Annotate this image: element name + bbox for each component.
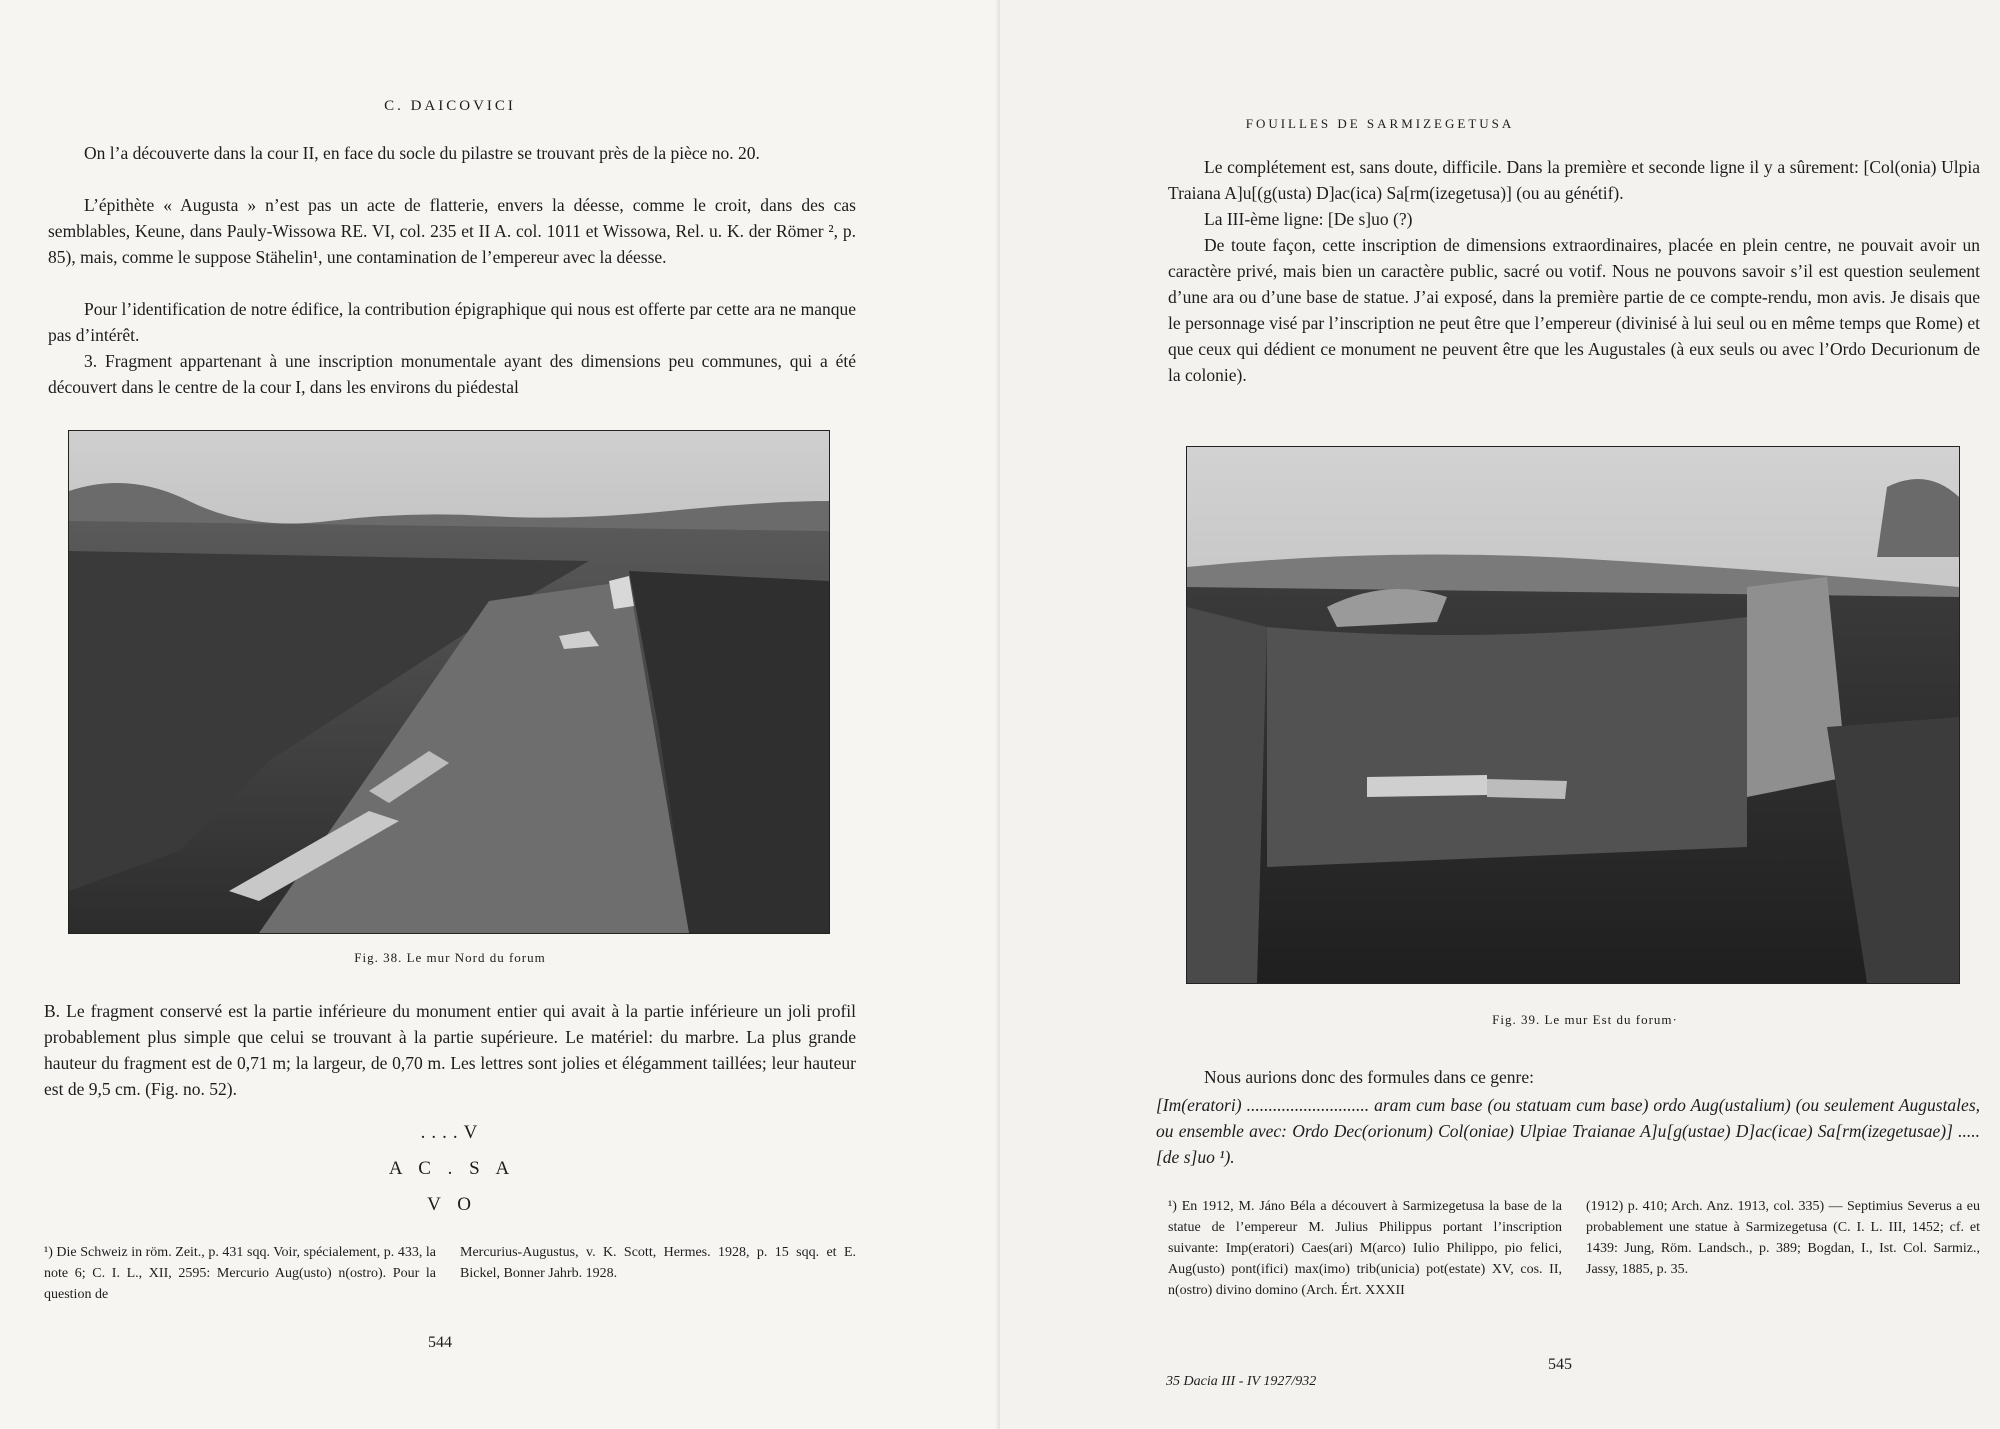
paragraph-1: On l’a découverte dans la cour II, en face du socle du pilastre se trouvant près de la pièce no. 20. bbox=[84, 143, 760, 163]
footnote-right-col1: ¹) En 1912, M. Jáno Béla a découvert à Sarmizegetusa la base de la statue de l’empereur M. Julius Philippus portant l’inscription suivante: Imp(eratori) Caes(ari) M(arco) Iulio Philippo, pio felici, Aug(usto) pont(ifici) max(imo) trib(unicia) pot(estate) XV, cos. II, n(ostro) divino domino (Arch. Ért. XXXII bbox=[1168, 1199, 1562, 1298]
paragraph-b: B. Le fragment conservé est la partie inférieure du monument entier qui avait à la partie inférieure un joli profil probablement plus simple que celui se trouvant à la partie supérieure. Le matériel: du marbre. La plus grande hauteur du fragment est de 0,71 m; la largeur, de 0,70 m. Les lettres sont jolies et élégamment taillées; leur hauteur est de 9,5 cm. (Fig. no. 52). bbox=[44, 1001, 856, 1099]
paragraph-r3: De toute façon, cette inscription de dimensions extraordinaires, placée en plein centre, ne pouvait avoir un caractère privé, mais bien un caractère public, sacré ou votif. Nous ne pouvons savoir s’il est question seulement d’une ara ou d’une base de statue. J’ai exposé, dans la première partie de ce compte-rendu, mon avis. Je disais que le personnage visé par l’inscription ne peut être que l’empereur (divinisé à lui seul ou en même temps que Rome) et que ceux qui dédient ce monument ne peuvent être que les Augustales (à eux seuls ou avec l’Ordo Decurionum de la colonie). bbox=[1168, 235, 1980, 385]
inscription-line-1: ....V bbox=[420, 1122, 484, 1143]
formula-intro: Nous aurions donc des formules dans ce genre: bbox=[1204, 1067, 1534, 1087]
page-number-right: 545 bbox=[1548, 1356, 1572, 1373]
formula-text: [Im(eratori) ............................ aram cum base (ou statuam cum base) ordo Aug(ustalium) (ou seulement Augustales, ou ensemble avec: Ordo Dec(orionum) Col(oniae) Ulpiae Traianae A]u[g(ustae) D]ac(icae) Sa[rm(izegetusae)] ..... [de s]uo ¹). bbox=[1156, 1095, 1980, 1167]
footnote-right-col2: (1912) p. 410; Arch. Anz. 1913, col. 335) — Septimius Severus a eu probablement une statue à Sarmizegetusa (C. I. L. III, 1452; cf. et 1439: Jung, Röm. Landsch., p. 389; Bogdan, I., Ist. Col. Sarmiz., Jassy, 1885, p. 35. bbox=[1586, 1199, 1980, 1277]
paragraph-2: L’épithète « Augusta » n’est pas un acte de flatterie, envers la déesse, comme le croit, dans des cas semblables, Keune, dans Pauly-Wissowa RE. VI, col. 235 et II A. col. 1011 et Wissowa, Rel. u. K. der Römer ², p. 85), mais, comme le suppose Stähelin¹, une contamination de l’empereur avec la déesse. bbox=[48, 195, 856, 267]
page-number-left: 544 bbox=[428, 1334, 452, 1351]
figure-38-caption: Fig. 38. Le mur Nord du forum bbox=[354, 950, 546, 965]
figure-39-photo bbox=[1186, 446, 1960, 984]
paragraph-r2: La III-ème ligne: [De s]uo (?) bbox=[1204, 209, 1413, 229]
paragraph-3: Pour l’identification de notre édifice, la contribution épigraphique qui nous est offerte par cette ara ne manque pas d’intérêt. bbox=[48, 299, 856, 345]
footnote-left-col1: ¹) Die Schweiz in röm. Zeit., p. 431 sqq. Voir, spécialement, p. 433, la note 6; C. I. L., XII, 2595: Mercurio Aug(usto) n(ostro). Pour la question de bbox=[44, 1245, 436, 1302]
signature-mark: 35 Dacia III - IV 1927/932 bbox=[1166, 1374, 1317, 1389]
running-head-right: FOUILLES DE SARMIZEGETUSA bbox=[1245, 116, 1515, 131]
paragraph-4: 3. Fragment appartenant à une inscription monumentale ayant des dimensions peu communes, qui a été découvert dans le centre de la cour I, dans les environs du piédestal bbox=[48, 351, 856, 397]
east-wall-photo-image bbox=[1187, 447, 1959, 983]
right-page bbox=[1000, 0, 2000, 1429]
north-wall-photo-image bbox=[69, 431, 829, 933]
running-head-left: C. DAICOVICI bbox=[384, 98, 516, 114]
paragraph-r1: Le complétement est, sans doute, difficile. Dans la première et seconde ligne il y a sûrement: [Col(onia) Ulpia Traiana A]u[(g(usta) D]ac(ica) Sa[rm(izegetusa)] (ou au génétif). bbox=[1168, 157, 1980, 203]
figure-39-caption: Fig. 39. Le mur Est du forum· bbox=[1492, 1012, 1678, 1027]
figure-38-photo bbox=[68, 430, 830, 934]
inscription-line-3: V O bbox=[427, 1194, 477, 1215]
footnote-left-col2: Mercurius-Augustus, v. K. Scott, Hermes. 1928, p. 15 sqq. et E. Bickel, Bonner Jahrb. 1928. bbox=[460, 1245, 856, 1281]
inscription-line-2: A C . S A bbox=[388, 1158, 516, 1179]
